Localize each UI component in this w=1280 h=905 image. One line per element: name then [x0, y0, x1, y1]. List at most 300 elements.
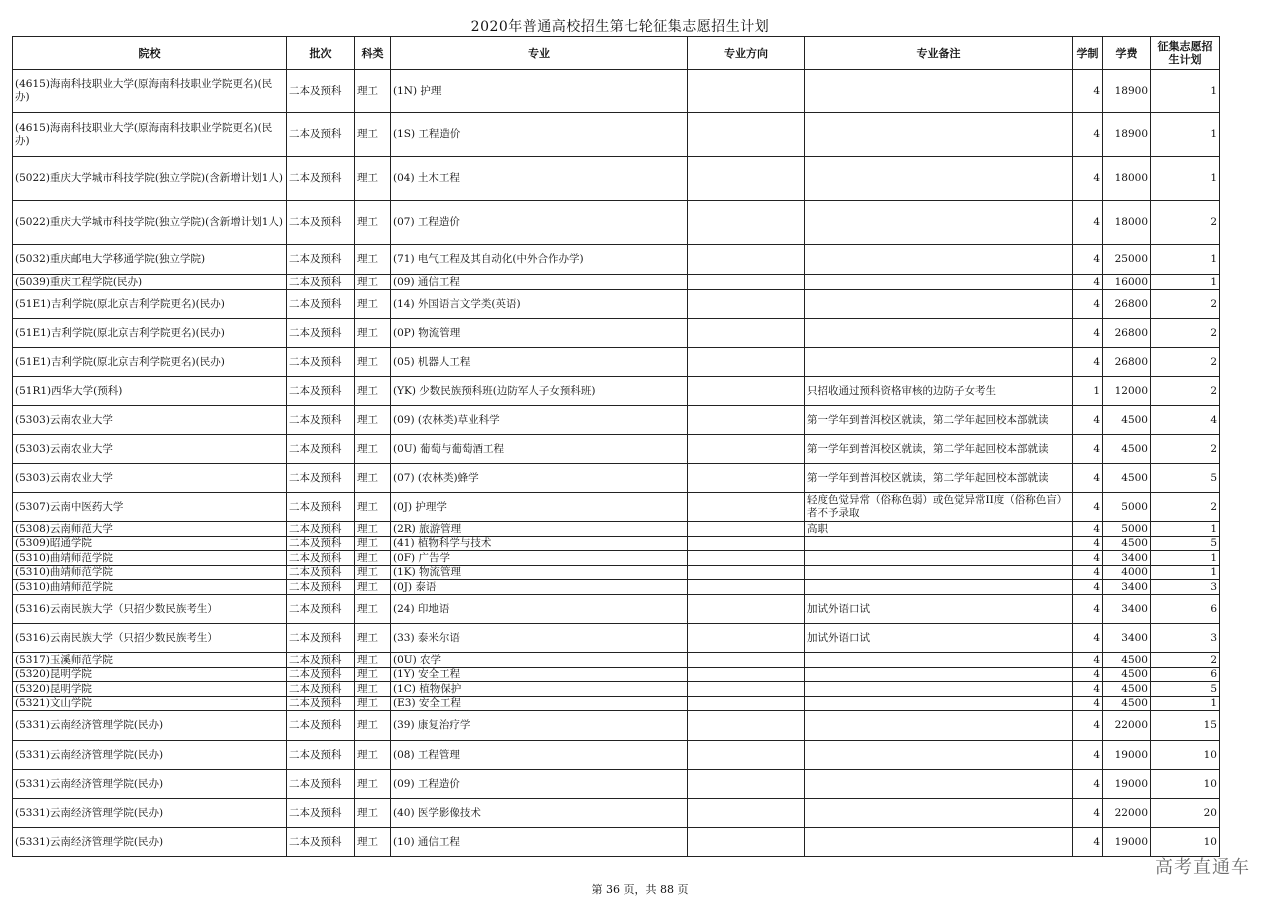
category-cell: 理工	[355, 275, 391, 290]
major-cell: (07) 工程造价	[391, 201, 688, 245]
batch-cell: 二本及预科	[287, 668, 355, 682]
batch-cell: 二本及预科	[287, 770, 355, 799]
note-cell: 高职	[805, 522, 1073, 537]
category-cell: 理工	[355, 157, 391, 201]
table-row	[13, 113, 1220, 157]
note-cell	[805, 157, 1073, 201]
header-years: 学制	[1073, 37, 1103, 70]
fee-cell: 18900	[1103, 70, 1151, 113]
plan-count-cell: 4	[1151, 406, 1220, 435]
category-cell: 理工	[355, 406, 391, 435]
table-row	[13, 682, 1220, 697]
direction-cell	[688, 290, 805, 319]
plan-count-cell: 2	[1151, 435, 1220, 464]
direction-cell	[688, 668, 805, 682]
note-cell	[805, 770, 1073, 799]
category-cell: 理工	[355, 348, 391, 377]
years-cell: 4	[1073, 157, 1103, 201]
fee-cell: 26800	[1103, 348, 1151, 377]
direction-cell	[688, 551, 805, 566]
major-cell: (1Y) 安全工程	[391, 668, 688, 682]
plan-count-cell: 10	[1151, 828, 1220, 857]
note-cell: 第一学年到普洱校区就读，第二学年起回校本部就读	[805, 464, 1073, 493]
plan-count-cell: 1	[1151, 70, 1220, 113]
years-cell: 4	[1073, 348, 1103, 377]
note-cell: 第一学年到普洱校区就读，第二学年起回校本部就读	[805, 435, 1073, 464]
institution-cell: (5331)云南经济管理学院(民办)	[13, 799, 287, 828]
institution-cell: (5303)云南农业大学	[13, 406, 287, 435]
fee-cell: 4500	[1103, 697, 1151, 711]
years-cell: 4	[1073, 741, 1103, 770]
years-cell: 4	[1073, 799, 1103, 828]
admission-plan-table	[12, 36, 1220, 857]
years-cell: 4	[1073, 682, 1103, 697]
institution-cell: (5022)重庆大学城市科技学院(独立学院)(含新增计划1人)	[13, 157, 287, 201]
fee-cell: 3400	[1103, 580, 1151, 595]
major-cell: (0U) 农学	[391, 653, 688, 668]
category-cell: 理工	[355, 319, 391, 348]
major-cell: (04) 土木工程	[391, 157, 688, 201]
header-plan: 征集志愿招生计划	[1151, 37, 1220, 70]
table-row	[13, 624, 1220, 653]
direction-cell	[688, 799, 805, 828]
note-cell	[805, 828, 1073, 857]
category-cell: 理工	[355, 435, 391, 464]
major-cell: (0U) 葡萄与葡萄酒工程	[391, 435, 688, 464]
note-cell	[805, 290, 1073, 319]
category-cell: 理工	[355, 624, 391, 653]
years-cell: 4	[1073, 464, 1103, 493]
major-cell: (1N) 护理	[391, 70, 688, 113]
note-cell: 轻度色觉异常（俗称色弱）或色觉异常II度（俗称色盲）者不予录取	[805, 493, 1073, 522]
direction-cell	[688, 566, 805, 580]
years-cell: 4	[1073, 580, 1103, 595]
table-row	[13, 741, 1220, 770]
direction-cell	[688, 113, 805, 157]
institution-cell: (5331)云南经济管理学院(民办)	[13, 711, 287, 741]
header-category: 科类	[355, 37, 391, 70]
table-row	[13, 537, 1220, 551]
category-cell: 理工	[355, 697, 391, 711]
major-cell: (2R) 旅游管理	[391, 522, 688, 537]
table-row	[13, 377, 1220, 406]
major-cell: (1C) 植物保护	[391, 682, 688, 697]
direction-cell	[688, 435, 805, 464]
years-cell: 4	[1073, 624, 1103, 653]
institution-cell: (5303)云南农业大学	[13, 435, 287, 464]
direction-cell	[688, 697, 805, 711]
plan-count-cell: 3	[1151, 624, 1220, 653]
institution-cell: (5320)昆明学院	[13, 682, 287, 697]
institution-cell: (51E1)吉利学院(原北京吉利学院更名)(民办)	[13, 319, 287, 348]
batch-cell: 二本及预科	[287, 245, 355, 275]
header-institution: 院校	[13, 37, 287, 70]
years-cell: 4	[1073, 566, 1103, 580]
years-cell: 4	[1073, 319, 1103, 348]
category-cell: 理工	[355, 595, 391, 624]
fee-cell: 4000	[1103, 566, 1151, 580]
batch-cell: 二本及预科	[287, 828, 355, 857]
batch-cell: 二本及预科	[287, 275, 355, 290]
fee-cell: 22000	[1103, 799, 1151, 828]
direction-cell	[688, 580, 805, 595]
fee-cell: 4500	[1103, 537, 1151, 551]
batch-cell: 二本及预科	[287, 595, 355, 624]
header-major: 专业	[391, 37, 688, 70]
table-row	[13, 653, 1220, 668]
years-cell: 4	[1073, 537, 1103, 551]
category-cell: 理工	[355, 201, 391, 245]
major-cell: (71) 电气工程及其自动化(中外合作办学)	[391, 245, 688, 275]
note-cell	[805, 580, 1073, 595]
category-cell: 理工	[355, 580, 391, 595]
note-cell	[805, 653, 1073, 668]
major-cell: (09) (农林类)草业科学	[391, 406, 688, 435]
fee-cell: 26800	[1103, 319, 1151, 348]
table-row	[13, 580, 1220, 595]
plan-count-cell: 1	[1151, 245, 1220, 275]
major-cell: (14) 外国语言文学类(英语)	[391, 290, 688, 319]
table-row	[13, 201, 1220, 245]
plan-count-cell: 2	[1151, 201, 1220, 245]
institution-cell: (5022)重庆大学城市科技学院(独立学院)(含新增计划1人)	[13, 201, 287, 245]
table-row	[13, 245, 1220, 275]
fee-cell: 25000	[1103, 245, 1151, 275]
institution-cell: (4615)海南科技职业大学(原海南科技职业学院更名)(民办)	[13, 113, 287, 157]
years-cell: 4	[1073, 770, 1103, 799]
watermark: 高考直通车	[1155, 857, 1250, 878]
plan-count-cell: 2	[1151, 319, 1220, 348]
major-cell: (1K) 物流管理	[391, 566, 688, 580]
note-cell	[805, 201, 1073, 245]
category-cell: 理工	[355, 668, 391, 682]
institution-cell: (5316)云南民族大学（只招少数民族考生）	[13, 624, 287, 653]
institution-cell: (51R1)西华大学(预科)	[13, 377, 287, 406]
batch-cell: 二本及预科	[287, 741, 355, 770]
direction-cell	[688, 406, 805, 435]
fee-cell: 4500	[1103, 668, 1151, 682]
plan-count-cell: 1	[1151, 551, 1220, 566]
major-cell: (07) (农林类)蜂学	[391, 464, 688, 493]
plan-count-cell: 10	[1151, 741, 1220, 770]
table-row	[13, 770, 1220, 799]
direction-cell	[688, 201, 805, 245]
major-cell: (40) 医学影像技术	[391, 799, 688, 828]
major-cell: (0P) 物流管理	[391, 319, 688, 348]
plan-count-cell: 2	[1151, 290, 1220, 319]
category-cell: 理工	[355, 551, 391, 566]
batch-cell: 二本及预科	[287, 290, 355, 319]
batch-cell: 二本及预科	[287, 697, 355, 711]
years-cell: 4	[1073, 245, 1103, 275]
note-cell	[805, 682, 1073, 697]
batch-cell: 二本及预科	[287, 377, 355, 406]
note-cell: 加试外语口试	[805, 624, 1073, 653]
major-cell: (10) 通信工程	[391, 828, 688, 857]
fee-cell: 18000	[1103, 201, 1151, 245]
batch-cell: 二本及预科	[287, 566, 355, 580]
institution-cell: (5321)文山学院	[13, 697, 287, 711]
note-cell	[805, 741, 1073, 770]
years-cell: 4	[1073, 275, 1103, 290]
fee-cell: 19000	[1103, 741, 1151, 770]
direction-cell	[688, 157, 805, 201]
note-cell	[805, 113, 1073, 157]
table-row	[13, 799, 1220, 828]
plan-count-cell: 1	[1151, 522, 1220, 537]
category-cell: 理工	[355, 653, 391, 668]
category-cell: 理工	[355, 493, 391, 522]
category-cell: 理工	[355, 70, 391, 113]
fee-cell: 4500	[1103, 406, 1151, 435]
plan-count-cell: 10	[1151, 770, 1220, 799]
table-row	[13, 435, 1220, 464]
category-cell: 理工	[355, 799, 391, 828]
fee-cell: 18900	[1103, 113, 1151, 157]
years-cell: 4	[1073, 70, 1103, 113]
major-cell: (05) 机器人工程	[391, 348, 688, 377]
table-row	[13, 157, 1220, 201]
batch-cell: 二本及预科	[287, 653, 355, 668]
table-row	[13, 464, 1220, 493]
fee-cell: 19000	[1103, 770, 1151, 799]
note-cell	[805, 697, 1073, 711]
years-cell: 4	[1073, 697, 1103, 711]
direction-cell	[688, 377, 805, 406]
fee-cell: 3400	[1103, 595, 1151, 624]
table-row	[13, 551, 1220, 566]
direction-cell	[688, 682, 805, 697]
direction-cell	[688, 537, 805, 551]
note-cell	[805, 566, 1073, 580]
table-row	[13, 595, 1220, 624]
direction-cell	[688, 493, 805, 522]
plan-count-cell: 2	[1151, 377, 1220, 406]
header-note: 专业备注	[805, 37, 1073, 70]
note-cell: 只招收通过预科资格审核的边防子女考生	[805, 377, 1073, 406]
years-cell: 4	[1073, 522, 1103, 537]
header-direction: 专业方向	[688, 37, 805, 70]
major-cell: (41) 植物科学与技术	[391, 537, 688, 551]
years-cell: 1	[1073, 377, 1103, 406]
batch-cell: 二本及预科	[287, 464, 355, 493]
institution-cell: (5331)云南经济管理学院(民办)	[13, 770, 287, 799]
institution-cell: (5308)云南师范大学	[13, 522, 287, 537]
direction-cell	[688, 522, 805, 537]
table-row	[13, 406, 1220, 435]
plan-count-cell: 6	[1151, 595, 1220, 624]
direction-cell	[688, 464, 805, 493]
category-cell: 理工	[355, 828, 391, 857]
institution-cell: (5039)重庆工程学院(民办)	[13, 275, 287, 290]
category-cell: 理工	[355, 711, 391, 741]
direction-cell	[688, 275, 805, 290]
plan-count-cell: 1	[1151, 113, 1220, 157]
category-cell: 理工	[355, 522, 391, 537]
years-cell: 4	[1073, 828, 1103, 857]
note-cell	[805, 70, 1073, 113]
years-cell: 4	[1073, 113, 1103, 157]
note-cell	[805, 799, 1073, 828]
batch-cell: 二本及预科	[287, 537, 355, 551]
major-cell: (1S) 工程造价	[391, 113, 688, 157]
direction-cell	[688, 245, 805, 275]
header-fee: 学费	[1103, 37, 1151, 70]
plan-count-cell: 1	[1151, 566, 1220, 580]
batch-cell: 二本及预科	[287, 319, 355, 348]
fee-cell: 26800	[1103, 290, 1151, 319]
major-cell: (0F) 广告学	[391, 551, 688, 566]
header-batch: 批次	[287, 37, 355, 70]
note-cell	[805, 245, 1073, 275]
years-cell: 4	[1073, 711, 1103, 741]
fee-cell: 3400	[1103, 624, 1151, 653]
batch-cell: 二本及预科	[287, 157, 355, 201]
plan-count-cell: 2	[1151, 348, 1220, 377]
category-cell: 理工	[355, 377, 391, 406]
category-cell: 理工	[355, 290, 391, 319]
major-cell: (09) 通信工程	[391, 275, 688, 290]
institution-cell: (5303)云南农业大学	[13, 464, 287, 493]
institution-cell: (5331)云南经济管理学院(民办)	[13, 741, 287, 770]
institution-cell: (5310)曲靖师范学院	[13, 551, 287, 566]
institution-cell: (51E1)吉利学院(原北京吉利学院更名)(民办)	[13, 290, 287, 319]
fee-cell: 4500	[1103, 435, 1151, 464]
institution-cell: (5309)昭通学院	[13, 537, 287, 551]
major-cell: (08) 工程管理	[391, 741, 688, 770]
category-cell: 理工	[355, 245, 391, 275]
fee-cell: 3400	[1103, 551, 1151, 566]
table-row	[13, 522, 1220, 537]
plan-count-cell: 2	[1151, 653, 1220, 668]
institution-cell: (51E1)吉利学院(原北京吉利学院更名)(民办)	[13, 348, 287, 377]
batch-cell: 二本及预科	[287, 551, 355, 566]
plan-count-cell: 1	[1151, 697, 1220, 711]
direction-cell	[688, 711, 805, 741]
plan-count-cell: 20	[1151, 799, 1220, 828]
table-row	[13, 828, 1220, 857]
fee-cell: 4500	[1103, 653, 1151, 668]
fee-cell: 18000	[1103, 157, 1151, 201]
years-cell: 4	[1073, 653, 1103, 668]
direction-cell	[688, 653, 805, 668]
plan-count-cell: 5	[1151, 464, 1220, 493]
batch-cell: 二本及预科	[287, 113, 355, 157]
direction-cell	[688, 741, 805, 770]
years-cell: 4	[1073, 406, 1103, 435]
table-row	[13, 566, 1220, 580]
direction-cell	[688, 770, 805, 799]
table-row	[13, 711, 1220, 741]
years-cell: 4	[1073, 493, 1103, 522]
fee-cell: 5000	[1103, 493, 1151, 522]
category-cell: 理工	[355, 770, 391, 799]
table-row	[13, 668, 1220, 682]
institution-cell: (5317)玉溪师范学院	[13, 653, 287, 668]
batch-cell: 二本及预科	[287, 348, 355, 377]
institution-cell: (5310)曲靖师范学院	[13, 566, 287, 580]
institution-cell: (5310)曲靖师范学院	[13, 580, 287, 595]
note-cell	[805, 711, 1073, 741]
major-cell: (24) 印地语	[391, 595, 688, 624]
category-cell: 理工	[355, 741, 391, 770]
fee-cell: 4500	[1103, 682, 1151, 697]
note-cell	[805, 319, 1073, 348]
fee-cell: 19000	[1103, 828, 1151, 857]
direction-cell	[688, 624, 805, 653]
institution-cell: (4615)海南科技职业大学(原海南科技职业学院更名)(民办)	[13, 70, 287, 113]
major-cell: (33) 泰米尔语	[391, 624, 688, 653]
years-cell: 4	[1073, 290, 1103, 319]
fee-cell: 22000	[1103, 711, 1151, 741]
category-cell: 理工	[355, 113, 391, 157]
batch-cell: 二本及预科	[287, 435, 355, 464]
major-cell: (0J) 泰语	[391, 580, 688, 595]
plan-count-cell: 5	[1151, 682, 1220, 697]
table-body	[13, 70, 1220, 857]
major-cell: (0J) 护理学	[391, 493, 688, 522]
batch-cell: 二本及预科	[287, 799, 355, 828]
years-cell: 4	[1073, 595, 1103, 624]
batch-cell: 二本及预科	[287, 70, 355, 113]
note-cell	[805, 537, 1073, 551]
institution-cell: (5307)云南中医药大学	[13, 493, 287, 522]
years-cell: 4	[1073, 435, 1103, 464]
batch-cell: 二本及预科	[287, 682, 355, 697]
major-cell: (39) 康复治疗学	[391, 711, 688, 741]
note-cell	[805, 348, 1073, 377]
fee-cell: 5000	[1103, 522, 1151, 537]
plan-count-cell: 15	[1151, 711, 1220, 741]
batch-cell: 二本及预科	[287, 493, 355, 522]
batch-cell: 二本及预科	[287, 580, 355, 595]
institution-cell: (5316)云南民族大学（只招少数民族考生）	[13, 595, 287, 624]
table-row	[13, 319, 1220, 348]
direction-cell	[688, 595, 805, 624]
direction-cell	[688, 828, 805, 857]
plan-count-cell: 5	[1151, 537, 1220, 551]
plan-count-cell: 2	[1151, 493, 1220, 522]
table-row	[13, 275, 1220, 290]
batch-cell: 二本及预科	[287, 201, 355, 245]
table-row	[13, 70, 1220, 113]
direction-cell	[688, 319, 805, 348]
note-cell: 第一学年到普洱校区就读，第二学年起回校本部就读	[805, 406, 1073, 435]
plan-count-cell: 1	[1151, 157, 1220, 201]
plan-count-cell: 3	[1151, 580, 1220, 595]
note-cell	[805, 668, 1073, 682]
institution-cell: (5032)重庆邮电大学移通学院(独立学院)	[13, 245, 287, 275]
fee-cell: 12000	[1103, 377, 1151, 406]
direction-cell	[688, 348, 805, 377]
years-cell: 4	[1073, 668, 1103, 682]
plan-count-cell: 1	[1151, 275, 1220, 290]
fee-cell: 16000	[1103, 275, 1151, 290]
category-cell: 理工	[355, 682, 391, 697]
major-cell: (E3) 安全工程	[391, 697, 688, 711]
page-footer: 第 36 页，共 88 页	[591, 883, 689, 896]
fee-cell: 4500	[1103, 464, 1151, 493]
table-row	[13, 290, 1220, 319]
institution-cell: (5331)云南经济管理学院(民办)	[13, 828, 287, 857]
institution-cell: (5320)昆明学院	[13, 668, 287, 682]
batch-cell: 二本及预科	[287, 624, 355, 653]
table-header-row	[13, 37, 1220, 70]
direction-cell	[688, 70, 805, 113]
plan-count-cell: 6	[1151, 668, 1220, 682]
category-cell: 理工	[355, 464, 391, 493]
table-row	[13, 697, 1220, 711]
